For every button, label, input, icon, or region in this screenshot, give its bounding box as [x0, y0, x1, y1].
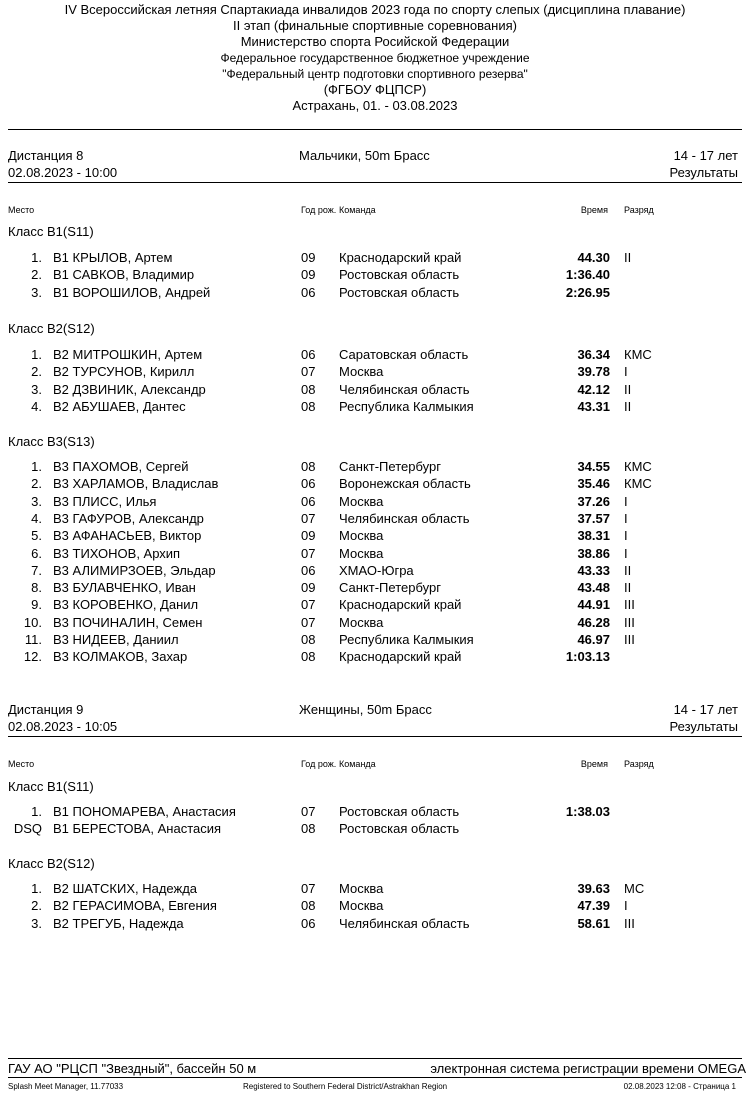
- place-cell: 3.: [31, 284, 42, 300]
- place-cell: 4.: [31, 398, 42, 414]
- rank-cell: МС: [624, 881, 645, 896]
- footer-divider-2: [8, 1077, 742, 1078]
- team-name: Москва: [339, 528, 384, 544]
- rank-cell: II: [624, 250, 632, 265]
- rank-cell: КМС: [624, 459, 652, 474]
- result-time: 46.28: [577, 614, 610, 630]
- place-cell: 11.: [24, 632, 42, 647]
- result-time: 43.33: [577, 562, 610, 578]
- event-distance: Дистанция 8: [8, 148, 84, 163]
- athlete-name: B2 ДЗВИНИК, Александр: [53, 381, 206, 397]
- team-name: Москва: [339, 493, 384, 509]
- birth-year: 07: [301, 804, 316, 819]
- header-line: (ФГБОУ ФЦПСР): [323, 82, 427, 97]
- footer-divider: [8, 1058, 742, 1059]
- athlete-name: B2 ШАТСКИХ, Надежда: [53, 881, 198, 896]
- result-time: 38.31: [577, 528, 610, 544]
- table-row: [0, 916, 750, 933]
- team-name: Москва: [339, 614, 384, 630]
- team-name: Москва: [339, 898, 384, 914]
- place-cell: 2.: [31, 898, 42, 914]
- place-cell: 1.: [31, 804, 42, 819]
- event-datetime: 02.08.2023 - 10:00: [8, 165, 118, 180]
- place-cell: 4.: [31, 510, 42, 526]
- birth-year: 09: [301, 250, 316, 265]
- header-line: II этап (финальные спортивные соревнования): [233, 18, 517, 33]
- rank-cell: II: [624, 381, 632, 397]
- athlete-name: B3 ПЛИСС, Илья: [53, 493, 157, 509]
- place-cell: 12.: [23, 649, 42, 665]
- place-cell: 7.: [31, 562, 42, 578]
- athlete-name: B2 ГЕРАСИМОВА, Евгения: [53, 898, 217, 914]
- header-line: Федеральное государственное бюджетное учреждение: [220, 51, 530, 65]
- event-title: Мальчики, 50m Брасс: [299, 148, 430, 163]
- place-cell: 8.: [31, 580, 42, 596]
- result-time: 35.46: [577, 476, 610, 492]
- team-name: Республика Калмыкия: [339, 632, 474, 647]
- table-row: [0, 528, 750, 545]
- class-heading: Класс B1(S11): [8, 224, 94, 239]
- table-row: [0, 615, 750, 632]
- team-name: Краснодарский край: [339, 649, 462, 665]
- athlete-name: B1 КРЫЛОВ, Артем: [53, 250, 173, 265]
- header-divider: [8, 129, 742, 130]
- table-row: [0, 632, 750, 649]
- event-results-label: Результаты: [669, 165, 738, 180]
- athlete-name: B3 ХАРЛАМОВ, Владислав: [53, 476, 219, 492]
- rank-cell: I: [624, 364, 628, 380]
- result-time: 2:26.95: [565, 284, 610, 300]
- team-name: Санкт-Петербург: [339, 459, 441, 474]
- place-cell: 2.: [31, 364, 42, 380]
- athlete-name: B1 САВКОВ, Владимир: [53, 267, 195, 283]
- table-row: [0, 267, 750, 284]
- rank-cell: КМС: [624, 347, 652, 362]
- event-age: 14 - 17 лет: [673, 702, 738, 717]
- result-time: 38.86: [577, 545, 610, 561]
- place-cell: 2.: [31, 267, 42, 283]
- team-name: Ростовская область: [339, 804, 460, 819]
- rank-cell: КМС: [624, 476, 652, 492]
- rank-cell: III: [624, 915, 635, 931]
- birth-year: 08: [301, 821, 316, 837]
- team-name: Ростовская область: [339, 821, 460, 837]
- birth-year: 06: [301, 562, 316, 578]
- athlete-name: B3 КОРОВЕНКО, Данил: [53, 597, 199, 613]
- athlete-name: B3 НИДЕЕВ, Даниил: [53, 632, 179, 647]
- result-time: 44.30: [577, 250, 610, 265]
- place-cell: 5.: [31, 528, 42, 544]
- table-row: [0, 821, 750, 838]
- team-name: Ростовская область: [339, 284, 460, 300]
- col-rank: Разряд: [624, 205, 654, 215]
- athlete-name: B1 БЕРЕСТОВА, Анастасия: [53, 821, 222, 837]
- class-heading: Класс B2(S12): [8, 321, 95, 336]
- place-cell: 1.: [31, 459, 42, 474]
- event-title: Женщины, 50m Брасс: [299, 702, 432, 717]
- team-name: Москва: [339, 364, 384, 380]
- place-cell: 1.: [31, 347, 42, 362]
- rank-cell: I: [624, 545, 628, 561]
- table-row: [0, 459, 750, 476]
- birth-year: 09: [301, 528, 316, 544]
- athlete-name: B3 БУЛАВЧЕНКО, Иван: [53, 580, 196, 596]
- athlete-name: B2 ТУРСУНОВ, Кирилл: [53, 364, 195, 380]
- rank-cell: II: [624, 580, 632, 596]
- rank-cell: III: [624, 597, 635, 613]
- class-heading: Класс B2(S12): [8, 856, 95, 871]
- footer-timing: электронная система регистрации времени OMEGA: [430, 1061, 746, 1076]
- table-row: [0, 476, 750, 493]
- result-time: 43.31: [577, 398, 610, 414]
- result-time: 1:03.13: [565, 649, 610, 665]
- header-line: IV Всероссийская летняя Спартакиада инвалидов 2023 года по спорту слепых (дисциплина плавание): [64, 2, 686, 17]
- athlete-name: B3 ПОЧИНАЛИН, Семен: [53, 614, 203, 630]
- col-rank: Разряд: [624, 759, 654, 769]
- table-row: [0, 399, 750, 416]
- birth-year: 06: [301, 347, 316, 362]
- table-row: [0, 494, 750, 511]
- table-row: [0, 597, 750, 614]
- class-heading: Класс B3(S13): [8, 434, 95, 449]
- birth-year: 08: [301, 398, 316, 414]
- place-cell: 3.: [31, 381, 42, 397]
- table-row: [0, 580, 750, 597]
- birth-year: 07: [301, 510, 316, 526]
- team-name: Москва: [339, 881, 384, 896]
- table-row: [0, 382, 750, 399]
- birth-year: 07: [301, 614, 316, 630]
- col-team: Команда: [339, 205, 376, 215]
- table-row: [0, 511, 750, 528]
- birth-year: 08: [301, 632, 316, 647]
- birth-year: 08: [301, 459, 316, 474]
- rank-cell: II: [624, 562, 632, 578]
- table-row: [0, 364, 750, 381]
- birth-year: 06: [301, 476, 316, 492]
- col-time: Время: [580, 205, 608, 215]
- result-time: 46.97: [577, 632, 610, 647]
- place-cell: 1.: [31, 250, 42, 265]
- result-time: 58.61: [577, 915, 610, 931]
- result-time: 43.48: [577, 580, 610, 596]
- result-time: 39.63: [577, 881, 610, 896]
- header-line: Астрахань, 01. - 03.08.2023: [292, 98, 458, 113]
- team-name: Челябинская область: [339, 381, 470, 397]
- class-heading: Класс B1(S11): [8, 779, 94, 794]
- team-name: Москва: [339, 545, 384, 561]
- athlete-name: B1 ВОРОШИЛОВ, Андрей: [53, 284, 211, 300]
- result-time: 47.39: [577, 898, 610, 914]
- table-row: [0, 250, 750, 267]
- event-distance: Дистанция 9: [8, 702, 84, 717]
- team-name: Краснодарский край: [339, 250, 462, 265]
- athlete-name: B3 АЛИМИРЗОЕВ, Эльдар: [53, 562, 216, 578]
- result-time: 34.55: [577, 459, 610, 474]
- table-row: [0, 347, 750, 364]
- athlete-name: B3 ГАФУРОВ, Александр: [53, 510, 204, 526]
- birth-year: 09: [301, 267, 316, 283]
- header-line: Министерство спорта Росийской Федерации: [240, 34, 510, 49]
- event-age: 14 - 17 лет: [673, 148, 738, 163]
- event-datetime: 02.08.2023 - 10:05: [8, 719, 118, 734]
- birth-year: 07: [301, 545, 316, 561]
- table-row: [0, 804, 750, 821]
- team-name: Челябинская область: [339, 915, 470, 931]
- team-name: ХМАО-Югра: [339, 562, 414, 578]
- birth-year: 06: [301, 493, 316, 509]
- team-name: Воронежская область: [339, 476, 471, 492]
- athlete-name: B2 ТРЕГУБ, Надежда: [53, 915, 184, 931]
- result-time: 42.12: [577, 381, 610, 397]
- place-cell: 1.: [31, 881, 42, 896]
- place-cell: 3.: [31, 493, 42, 509]
- table-row: [0, 881, 750, 898]
- result-time: 1:38.03: [565, 804, 610, 819]
- table-row: [0, 649, 750, 666]
- result-time: 37.26: [577, 493, 610, 509]
- col-team: Команда: [339, 759, 376, 769]
- event-results-label: Результаты: [669, 719, 738, 734]
- table-row: [0, 898, 750, 915]
- place-cell: 2.: [31, 476, 42, 492]
- footer-printed: 02.08.2023 12:08 - Страница 1: [623, 1082, 736, 1091]
- team-name: Санкт-Петербург: [339, 580, 441, 596]
- footer-venue: ГАУ АО "РЦСП "Звездный", бассейн 50 м: [8, 1061, 257, 1076]
- birth-year: 06: [301, 915, 316, 931]
- rank-cell: I: [624, 493, 628, 509]
- birth-year: 07: [301, 597, 316, 613]
- place-cell: 10.: [23, 614, 42, 630]
- result-time: 44.91: [577, 597, 610, 613]
- athlete-name: B2 МИТРОШКИН, Артем: [53, 347, 203, 362]
- col-place: Место: [8, 205, 35, 215]
- birth-year: 08: [301, 381, 316, 397]
- table-row: [0, 546, 750, 563]
- rank-cell: III: [624, 614, 635, 630]
- athlete-name: B1 ПОНОМАРЕВА, Анастасия: [53, 804, 236, 819]
- place-cell: 6.: [31, 545, 42, 561]
- athlete-name: B3 ПАХОМОВ, Сергей: [53, 459, 189, 474]
- team-name: Республика Калмыкия: [339, 398, 474, 414]
- athlete-name: B2 АБУШАЕВ, Дантес: [53, 398, 186, 414]
- result-time: 1:36.40: [565, 267, 610, 283]
- birth-year: 08: [301, 898, 316, 914]
- result-time: 39.78: [577, 364, 610, 380]
- rank-cell: I: [624, 898, 628, 914]
- athlete-name: B3 АФАНАСЬЕВ, Виктор: [53, 528, 202, 544]
- footer-registered: Registered to Southern Federal District/Astrakhan Region: [243, 1082, 448, 1091]
- col-yob: Год рож.: [301, 205, 337, 215]
- rank-cell: III: [624, 632, 635, 647]
- place-cell: 3.: [31, 915, 42, 931]
- team-name: Краснодарский край: [339, 597, 462, 613]
- team-name: Челябинская область: [339, 510, 470, 526]
- document-header: [0, 2, 750, 114]
- athlete-name: B3 КОЛМАКОВ, Захар: [53, 649, 188, 665]
- header-line: "Федеральный центр подготовки спортивного резерва": [222, 67, 528, 81]
- athlete-name: B3 ТИХОНОВ, Архип: [53, 545, 181, 561]
- place-cell: 9.: [31, 597, 42, 613]
- result-time: 37.57: [577, 510, 610, 526]
- table-row: [0, 285, 750, 302]
- col-yob: Год рож.: [301, 759, 337, 769]
- birth-year: 08: [301, 649, 316, 665]
- birth-year: 07: [301, 364, 316, 380]
- rank-cell: II: [624, 398, 632, 414]
- table-row: [0, 563, 750, 580]
- team-name: Ростовская область: [339, 267, 460, 283]
- birth-year: 07: [301, 881, 316, 896]
- birth-year: 06: [301, 284, 316, 300]
- footer-software: Splash Meet Manager, 11.77033: [8, 1082, 124, 1091]
- rank-cell: I: [624, 510, 628, 526]
- col-place: Место: [8, 759, 35, 769]
- event-divider: [8, 182, 742, 183]
- rank-cell: I: [624, 528, 628, 544]
- col-time: Время: [580, 759, 608, 769]
- event-divider: [8, 736, 742, 737]
- result-time: 36.34: [577, 347, 610, 362]
- team-name: Саратовская область: [339, 347, 469, 362]
- birth-year: 09: [301, 580, 316, 596]
- place-cell: DSQ: [13, 821, 42, 837]
